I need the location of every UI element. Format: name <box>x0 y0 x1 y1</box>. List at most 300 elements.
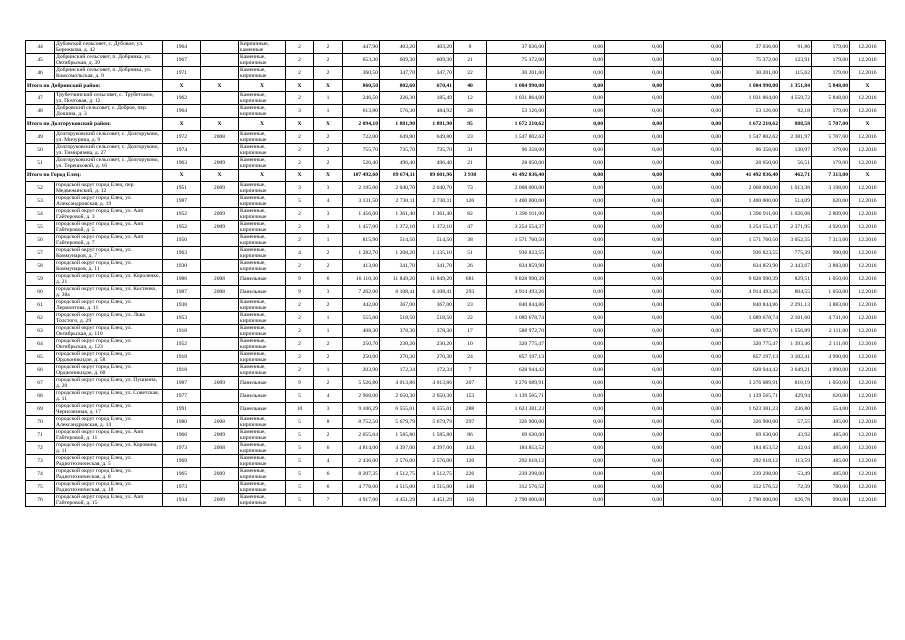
table-cell: X <box>286 118 314 130</box>
table-cell: X <box>201 169 239 181</box>
table-cell: 230,20 <box>417 337 454 350</box>
total-label-cell: Итого по Добринский район: <box>26 80 163 92</box>
table-cell: 0,00 <box>664 311 723 324</box>
table-cell: Каменные, кирпичные <box>239 493 286 506</box>
table-cell: 2 <box>286 311 314 324</box>
table-cell: 0,00 <box>605 480 664 493</box>
table-cell: 12.2016 <box>850 207 886 220</box>
table-cell: 1964 <box>163 41 201 54</box>
table-cell: 3 052,55 <box>780 233 812 246</box>
table-cell: Каменные, кирпичные <box>239 324 286 337</box>
table-cell <box>201 454 239 467</box>
table-cell: 2 055,04 <box>343 428 380 441</box>
table-cell: 3 254 554,37 <box>723 220 780 233</box>
table-cell: X <box>314 169 343 181</box>
table-row <box>26 454 886 467</box>
table-cell: 2 <box>286 54 314 67</box>
table-cell: 26 <box>454 259 487 272</box>
table-row <box>26 415 886 428</box>
table-cell: 780,00 <box>812 480 850 493</box>
table-cell: городской округ город Елец, ул. Орджоникидзе, д. 58 <box>55 350 163 363</box>
table-cell: 4 013,86 <box>417 376 454 389</box>
table-cell: 21 <box>454 156 487 169</box>
table-cell: 2 <box>314 143 343 156</box>
table-cell: 2 111,00 <box>812 324 850 337</box>
table-cell: 4 397,00 <box>380 441 417 454</box>
table-cell: 649,80 <box>417 130 454 143</box>
table-row <box>26 324 886 337</box>
table-cell: 153 <box>454 389 487 402</box>
table-cell: 816,19 <box>780 376 812 389</box>
table-cell: 360,50 <box>343 67 380 80</box>
table-row <box>26 389 886 402</box>
table-cell: X <box>286 169 314 181</box>
table-cell: 4 512,75 <box>417 467 454 480</box>
table-cell: городской округ город Елец, ул. Лермонтова, д. 11 <box>55 298 163 311</box>
table-cell: 0,00 <box>664 41 723 54</box>
table-cell: 12.2016 <box>850 428 886 441</box>
table-cell: 429,94 <box>780 389 812 402</box>
table-cell: 804,55 <box>780 285 812 298</box>
table-cell: 1952 <box>163 207 201 220</box>
table-cell: 4 914 493,26 <box>723 285 780 298</box>
table-cell: 834 859,90 <box>723 259 780 272</box>
table-cell: Каменные, кирпичные <box>239 337 286 350</box>
table-cell: 3 102,41 <box>780 350 812 363</box>
table-cell: Каменные, кирпичные <box>239 480 286 493</box>
table-cell: 2 <box>314 41 343 54</box>
table-cell: 1 089 678,74 <box>487 311 546 324</box>
table-row <box>26 441 886 454</box>
table-cell: 22 <box>454 311 487 324</box>
table-row <box>26 207 886 220</box>
table-row <box>26 194 886 207</box>
table-cell: 1 <box>314 363 343 376</box>
table-cell: 484,92 <box>417 105 454 118</box>
table-cell: 378,30 <box>417 324 454 337</box>
table-row <box>26 428 886 441</box>
table-cell: 5 <box>286 428 314 441</box>
table-cell: 0,00 <box>664 67 723 80</box>
table-cell: 1 208,20 <box>380 246 417 259</box>
table-cell: 0,00 <box>605 402 664 415</box>
table-cell: 1918 <box>163 363 201 376</box>
table-cell: 61 <box>26 298 55 311</box>
table-cell: 936 823,55 <box>723 246 780 259</box>
table-cell: 0,00 <box>605 454 664 467</box>
table-cell: 1977 <box>163 389 201 402</box>
table-cell: 12.2016 <box>850 454 886 467</box>
table-cell: 12.2016 <box>850 181 886 194</box>
table-cell: 320 775,47 <box>723 337 780 350</box>
table-cell: 51 <box>26 156 55 169</box>
table-cell: X <box>850 169 886 181</box>
table-cell: 37 036,00 <box>487 41 546 54</box>
table-cell: 203,90 <box>343 363 380 376</box>
table-cell: 1964 <box>163 105 201 118</box>
table-cell: 6 <box>314 467 343 480</box>
table-cell: 2 <box>286 130 314 143</box>
table-cell: Кирпичные, каменные <box>239 41 286 54</box>
table-cell: 2 <box>314 337 343 350</box>
table-cell: 123,91 <box>780 54 812 67</box>
table-cell: городской округ город Елец, ул. Аип Гайтеровой, д. 3 <box>55 207 163 220</box>
table-cell: 0,00 <box>664 130 723 143</box>
table-cell: 11 849,20 <box>417 272 454 285</box>
table-row <box>26 480 886 493</box>
table-cell: 3 131,50 <box>343 194 380 207</box>
table-cell: 0,00 <box>546 67 605 80</box>
table-cell: 3 276 089,91 <box>723 376 780 389</box>
housing-register-table <box>25 40 886 507</box>
table-cell: 485,00 <box>812 415 850 428</box>
table-cell: 2 <box>286 298 314 311</box>
table-cell: 815,90 <box>343 233 380 246</box>
table-cell: 7 <box>314 493 343 506</box>
table-cell: 0,00 <box>664 415 723 428</box>
table-row <box>26 220 886 233</box>
table-cell: 12.2016 <box>850 130 886 143</box>
table-cell: 0,00 <box>546 311 605 324</box>
table-cell: 1 351,84 <box>780 80 812 92</box>
table-cell: городской округ город Елец, ул. Радиотехническая, д. 5 <box>55 454 163 467</box>
table-cell: 115,62 <box>780 67 812 80</box>
table-cell: 0,00 <box>664 156 723 169</box>
table-cell: Каменные, кирпичные <box>239 363 286 376</box>
table-cell: 12.2016 <box>850 259 886 272</box>
table-row <box>26 337 886 350</box>
table-cell: городской округ город Елец, ул. Коровина, д. 11 <box>55 441 163 454</box>
table-cell: Каменные, кирпичные <box>239 441 286 454</box>
table-cell: 45 <box>26 54 55 67</box>
table-cell: 1 <box>314 324 343 337</box>
table-cell: 2008 <box>201 441 239 454</box>
table-cell: 0,00 <box>664 105 723 118</box>
table-cell: 1 050,00 <box>812 376 850 389</box>
table-cell: городской округ город Елец, ул. Радиотехническая, д. 8 <box>55 467 163 480</box>
table-cell: 0,00 <box>546 41 605 54</box>
table-cell: 1 372,10 <box>417 220 454 233</box>
table-cell: 1986 <box>163 272 201 285</box>
table-cell: 6 <box>314 480 343 493</box>
table-cell: 57,55 <box>780 415 812 428</box>
table-cell: 2009 <box>201 428 239 441</box>
table-cell: 42,04 <box>780 441 812 454</box>
table-cell: 239 298,00 <box>487 467 546 480</box>
table-cell: 4 814,00 <box>343 441 380 454</box>
table-cell: 576,30 <box>380 105 417 118</box>
table-cell: X <box>239 118 286 130</box>
table-cell: 1930 <box>163 259 201 272</box>
table-cell: 50 <box>26 143 55 156</box>
table-cell: 0,00 <box>546 324 605 337</box>
table-row <box>26 105 886 118</box>
table-cell: 22 <box>454 67 487 80</box>
table-cell: 2 <box>286 207 314 220</box>
table-cell: 41 492 836,40 <box>723 169 780 181</box>
table-cell: 3 930 <box>454 169 487 181</box>
table-cell: 2 790 000,00 <box>487 493 546 506</box>
table-cell: 292 618,12 <box>487 454 546 467</box>
table-cell: 0,00 <box>546 415 605 428</box>
table-cell: 28 <box>454 105 487 118</box>
table-cell: 2 <box>286 337 314 350</box>
table-cell: 0,00 <box>664 428 723 441</box>
table-cell: X <box>239 169 286 181</box>
table-cell: Каменные, кирпичные <box>239 92 286 105</box>
table-cell: 179,00 <box>812 54 850 67</box>
table-cell: 2 <box>286 220 314 233</box>
table-cell: 0,00 <box>664 324 723 337</box>
table-cell: 12.2016 <box>850 298 886 311</box>
table-cell: Каменные, кирпичные <box>239 454 286 467</box>
table-cell: 341,70 <box>380 259 417 272</box>
table-cell: городской округ город Елец, ул. Пушкина, д. 20 <box>55 376 163 389</box>
table-cell: 0,00 <box>546 246 605 259</box>
table-cell: 0,00 <box>605 67 664 80</box>
table-cell: 0,00 <box>546 194 605 207</box>
table-cell: 143 <box>454 441 487 454</box>
table-cell: 226,30 <box>380 92 417 105</box>
table-cell: 0,00 <box>546 493 605 506</box>
table-cell: 1 050,00 <box>812 285 850 298</box>
table-cell: 0,00 <box>546 233 605 246</box>
table-cell: 150 <box>454 493 487 506</box>
table-cell: 56 <box>26 233 55 246</box>
table-cell: 609,30 <box>417 54 454 67</box>
table-cell: 1952 <box>163 220 201 233</box>
table-cell: 0,00 <box>546 454 605 467</box>
table-cell: 2 040,70 <box>380 181 417 194</box>
table-cell: городской округ город Елец, ул. Радиотехническая, д. 18 <box>55 480 163 493</box>
table-cell: 49 <box>26 130 55 143</box>
table-cell: 1 881,90 <box>380 118 417 130</box>
table-cell: 0,00 <box>605 105 664 118</box>
table-cell: 47 <box>454 220 487 233</box>
table-cell: 2 068 000,00 <box>723 181 780 194</box>
table-cell: 184 853,52 <box>487 441 546 454</box>
table-cell: 378,30 <box>380 324 417 337</box>
table-row <box>26 298 886 311</box>
table-cell: 1934 <box>163 493 201 506</box>
table-cell: 3 649,21 <box>780 363 812 376</box>
table-cell: 613,80 <box>343 105 380 118</box>
table-cell: 2 <box>286 259 314 272</box>
table-cell: 518,50 <box>380 311 417 324</box>
table-cell: 2 <box>314 54 343 67</box>
table-cell: 857 197,13 <box>723 350 780 363</box>
table-row <box>26 285 886 298</box>
table-cell: 7 262,00 <box>343 285 380 298</box>
table-cell: 179,00 <box>812 156 850 169</box>
table-cell: городской округ город Елец, ул. Александровская, д. 19 <box>55 194 163 207</box>
table-cell: 0,00 <box>546 337 605 350</box>
table-cell: 21 <box>454 54 487 67</box>
table-cell: 7 313,00 <box>812 169 850 181</box>
table-cell <box>201 41 239 54</box>
table-cell: городской округ город Елец, ул. Октябрьская, д. 123 <box>55 337 163 350</box>
table-cell: 12.2016 <box>850 376 886 389</box>
table-cell: Долгоруковский сельсовет, с. Долгоруково, ул. Терешковой, д. 16 <box>55 156 163 169</box>
table-cell: 2 <box>286 67 314 80</box>
table-cell: 496,40 <box>417 156 454 169</box>
table-cell: 1 031 864,00 <box>723 92 780 105</box>
table-cell: X <box>163 118 201 130</box>
table-cell: 3 <box>286 181 314 194</box>
table-row <box>26 67 886 80</box>
table-cell: 681 <box>454 272 487 285</box>
table-cell: 0,00 <box>546 272 605 285</box>
table-cell: 0,00 <box>546 80 605 92</box>
table-cell: 2008 <box>201 285 239 298</box>
table-cell: 0,00 <box>605 441 664 454</box>
table-cell: 1963 <box>163 246 201 259</box>
table-cell: городской округ город Елец, ул. Коммунаров, д. 7 <box>55 246 163 259</box>
table-cell: 12.2016 <box>850 156 886 169</box>
table-cell: Каменные, кирпичные <box>239 428 286 441</box>
table-cell: Каменные, кирпичные <box>239 311 286 324</box>
table-cell: 60 <box>26 285 55 298</box>
table-cell: 28 050,00 <box>487 156 546 169</box>
table-cell: 1965 <box>163 467 201 480</box>
table-row <box>26 233 886 246</box>
table-cell: Каменные, кирпичные <box>239 67 286 80</box>
table-row <box>26 493 886 506</box>
table-cell <box>201 311 239 324</box>
table-cell: 1938 <box>163 298 201 311</box>
table-cell: 312 576,52 <box>487 480 546 493</box>
table-cell: 55 <box>26 220 55 233</box>
table-cell: городской округ город Елец, ул. Орджоникидзе, д. 60 <box>55 363 163 376</box>
table-cell: 0,00 <box>546 130 605 143</box>
table-cell: 735,70 <box>380 143 417 156</box>
table-cell: 485,00 <box>812 441 850 454</box>
table-cell: Каменные, кирпичные <box>239 259 286 272</box>
table-cell: 4 778,00 <box>343 480 380 493</box>
total-label-cell: Итого по Город Елец: <box>26 169 163 181</box>
table-cell: 1966 <box>163 428 201 441</box>
table-cell: 1 026,08 <box>780 207 812 220</box>
table-cell: 12.2016 <box>850 41 886 54</box>
table-cell: 3 <box>314 181 343 194</box>
table-cell: 326 900,00 <box>487 415 546 428</box>
table-cell: 1 <box>314 311 343 324</box>
table-cell: 172,34 <box>380 363 417 376</box>
table-cell: 2009 <box>201 156 239 169</box>
table-cell: 2 730,11 <box>380 194 417 207</box>
table-cell: 514,09 <box>780 194 812 207</box>
table-cell: 0,00 <box>605 181 664 194</box>
table-cell: Трубетчинский сельсовет, с. Трубетчино, ул. Почтовая, д. 12 <box>55 92 163 105</box>
table-cell: 0,00 <box>664 493 723 506</box>
table-cell: 226 <box>454 467 487 480</box>
table-cell: 8 752,50 <box>343 415 380 428</box>
table-cell: 120 <box>454 454 487 467</box>
table-cell: Панельные <box>239 389 286 402</box>
table-cell: 75 <box>26 480 55 493</box>
table-cell <box>201 350 239 363</box>
table-cell: 12.2016 <box>850 493 886 506</box>
table-cell: 1 547 802,62 <box>487 130 546 143</box>
table-cell: 2 968,00 <box>343 389 380 402</box>
table-cell: 0,00 <box>546 428 605 441</box>
table-cell: 91,86 <box>780 41 812 54</box>
table-cell: 0,00 <box>605 220 664 233</box>
table-cell <box>201 363 239 376</box>
table-cell: 312 576,52 <box>723 480 780 493</box>
table-cell: 0,00 <box>605 428 664 441</box>
table-cell: 12.2016 <box>850 441 886 454</box>
table-cell: 0,00 <box>605 376 664 389</box>
table-cell: 1 456,00 <box>343 207 380 220</box>
table-cell: 95 <box>454 118 487 130</box>
table-cell: 0,00 <box>664 389 723 402</box>
table-cell: 1 <box>314 92 343 105</box>
table-cell: 0,00 <box>664 181 723 194</box>
table-cell: 620,00 <box>812 194 850 207</box>
table-row <box>26 311 886 324</box>
table-cell: 4 <box>314 194 343 207</box>
table-cell: городской округ город Елец, ул. Коммунаров, д. 11 <box>55 259 163 272</box>
table-cell <box>201 105 239 118</box>
table-cell: 2 809,00 <box>812 207 850 220</box>
table-cell: 9 <box>286 285 314 298</box>
table-cell: 4 397,00 <box>417 441 454 454</box>
table-cell: 8 207,35 <box>343 467 380 480</box>
table-cell: городской округ город Елец, ул. Аип Гайтеровой, д. 5 <box>55 220 163 233</box>
table-cell: 4 559,72 <box>780 92 812 105</box>
table-cell: 4 990,00 <box>812 363 850 376</box>
table-cell: 53 <box>26 194 55 207</box>
table-cell: 64 <box>26 337 55 350</box>
table-cell: городской округ город Елец, ул. Советская, д. 11 <box>55 389 163 402</box>
table-cell: 2008 <box>201 272 239 285</box>
table-cell: 9 828 990,39 <box>487 272 546 285</box>
table-cell: 2 <box>286 41 314 54</box>
table-cell: 4 914 493,26 <box>487 285 546 298</box>
table-cell: 5 <box>286 480 314 493</box>
table-cell: 1 396 911,00 <box>723 207 780 220</box>
table-cell: 293 <box>454 285 487 298</box>
table-cell: городской округ город Елец, ул. Аип Гайтеровой, д. 11 <box>55 428 163 441</box>
table-cell: 7 313,00 <box>812 233 850 246</box>
table-cell: 3 883,00 <box>812 298 850 311</box>
table-cell: Каменные, кирпичные <box>239 54 286 67</box>
table-row <box>26 376 886 389</box>
table-cell: 1963 <box>163 156 201 169</box>
table-cell: 2 101,60 <box>780 311 812 324</box>
table-cell: 1 571 760,50 <box>487 233 546 246</box>
table-cell: 2009 <box>201 207 239 220</box>
table-cell: 0,00 <box>664 363 723 376</box>
table-cell: 28 050,00 <box>723 156 780 169</box>
table-cell: 48 <box>26 105 55 118</box>
table-body <box>26 41 886 507</box>
table-cell: 0,00 <box>664 285 723 298</box>
table-cell: 53,49 <box>780 467 812 480</box>
table-cell: 0,00 <box>605 169 664 181</box>
table-cell: 4 451,29 <box>380 493 417 506</box>
table-cell: Каменные, кирпичные <box>239 233 286 246</box>
table-cell: 57 <box>26 246 55 259</box>
table-cell: 0,00 <box>546 376 605 389</box>
table-cell: 2009 <box>201 181 239 194</box>
table-cell: 2 068 000,00 <box>487 181 546 194</box>
table-cell: 5 <box>286 454 314 467</box>
table-cell: 1 <box>314 105 343 118</box>
table-cell: 0,00 <box>664 207 723 220</box>
table-total-row <box>26 169 886 181</box>
